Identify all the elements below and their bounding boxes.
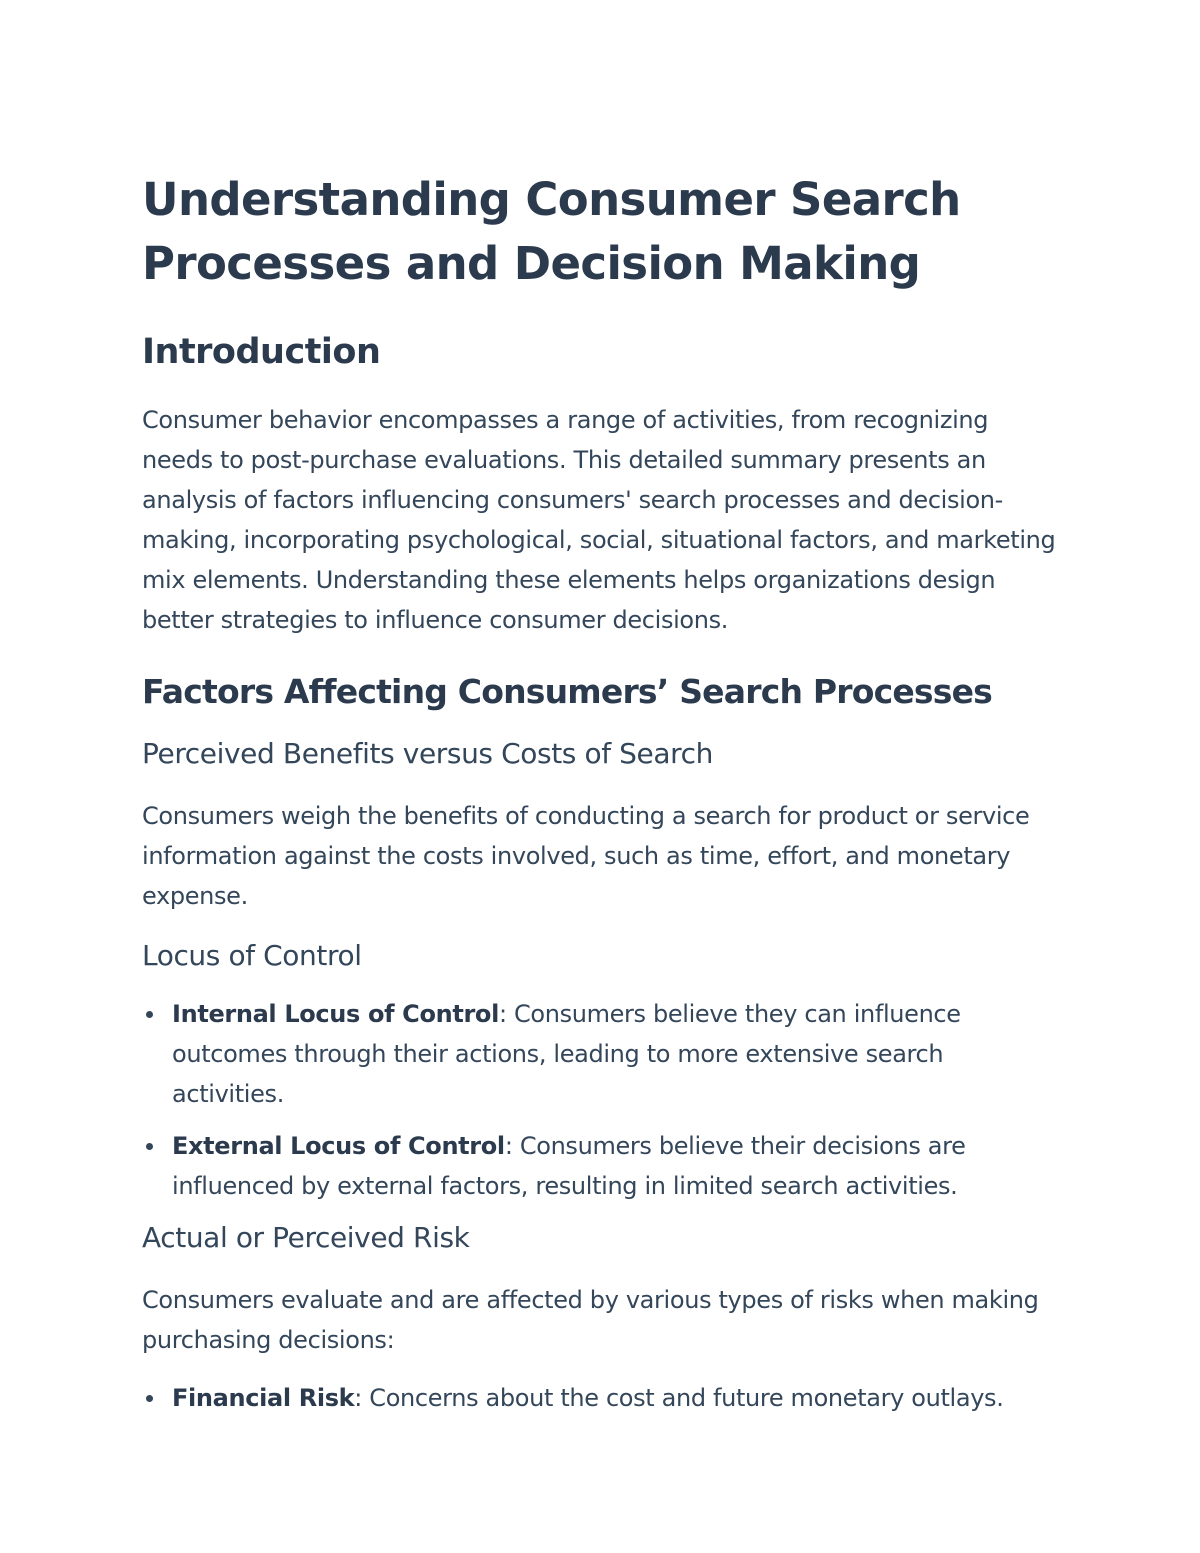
list-item-text: : Consumers believe they can influence outcomes through their actions, leading to more extensive search activities.: [172, 1000, 961, 1108]
list-item-text: : Consumers believe their decisions are influenced by external factors, resulting in limited search activities.: [172, 1132, 966, 1200]
list-item-term: External Locus of Control: [172, 1132, 505, 1160]
document-page: [142, 168, 1062, 1430]
list-item-text: : Concerns about the cost and future monetary outlays.: [354, 1384, 1004, 1412]
intro-paragraph: Consumer behavior encompasses a range of activities, from recognizing needs to post-purchase evaluations. This detailed summary presents an analysis of factors influencing consumers' search processes and decision-making, incorporating psychological, social, situational factors, and marketing mix elements. Understanding these elements helps organizations design better strategies to influence consumer decisions.: [142, 406, 1056, 634]
list-item: [142, 1378, 1062, 1418]
list-item: [142, 1126, 1062, 1206]
bullet-icon: [146, 1143, 153, 1150]
subheading-benefits-vs-costs: Perceived Benefits versus Costs of Search: [142, 737, 713, 770]
benefits-paragraph: Consumers weigh the benefits of conducting a search for product or service information against the costs involved, such as time, effort, and monetary expense.: [142, 802, 1030, 910]
list-item-term: Financial Risk: [172, 1384, 355, 1412]
document-title: Understanding Consumer Search Processes and Decision Making: [142, 173, 961, 290]
locus-list: [142, 994, 1062, 1206]
subheading-locus-of-control: Locus of Control: [142, 939, 362, 972]
subheading-perceived-risk: Actual or Perceived Risk: [142, 1221, 470, 1254]
section-heading-introduction: Introduction: [142, 332, 381, 372]
list-item: [142, 994, 1062, 1114]
section-heading-factors: Factors Affecting Consumers’ Search Processes: [142, 672, 993, 711]
bullet-icon: [146, 1011, 153, 1018]
bullet-icon: [146, 1395, 153, 1402]
risk-paragraph: Consumers evaluate and are affected by various types of risks when making purchasing decisions:: [142, 1286, 1039, 1354]
list-item-term: Internal Locus of Control: [172, 1000, 499, 1028]
risk-list: [142, 1378, 1062, 1418]
